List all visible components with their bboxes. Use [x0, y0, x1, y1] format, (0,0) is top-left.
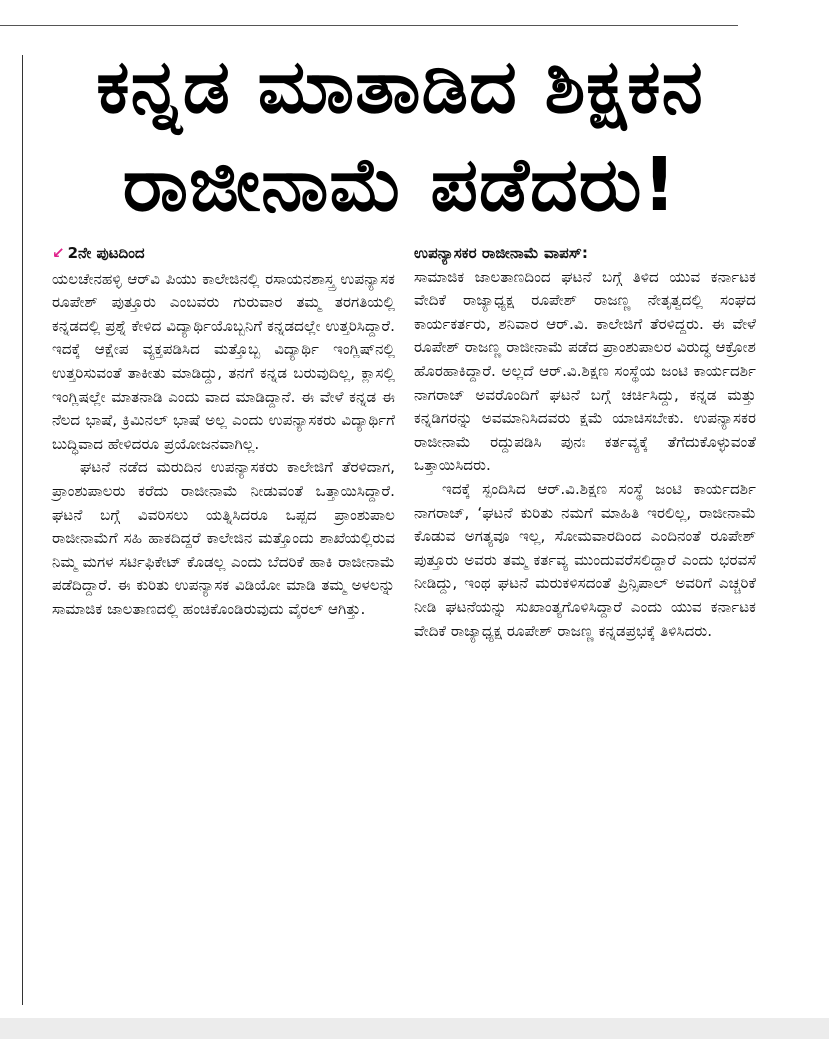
arrow-icon: ↙: [52, 244, 65, 262]
left-column: [52, 242, 395, 622]
left-paragraph-2: ಘಟನೆ ನಡೆದ ಮರುದಿನ ಉಪನ್ಯಾಸಕರು ಕಾಲೇಜಿಗೆ ತೆರಳಿದಾಗ, ಪ್ರಾಂಶುಪಾಲರು ಕರೆದು ರಾಜೀನಾಮೆ ನೀಡುವಂತೆ ಒತ್ತಾಯಿಸಿದ್ದಾರೆ. ಘಟನೆ ಬಗ್ಗೆ ವಿವರಿಸಲು ಯತ್ನಿಸಿದರೂ ಒಪ್ಪದ ಪ್ರಾಂಶುಪಾಲ ರಾಜೀನಾಮೆಗೆ ಸಹಿ ಹಾಕದಿದ್ದರೆ ಕಾಲೇಜಿನ ಮತ್ತೊಂದು ಶಾಖೆಯಲ್ಲಿರುವ ನಿಮ್ಮ ಮಗಳ ಸರ್ಟಿಫಿಕೇಟ್ ಕೊಡಲ್ಲ ಎಂದು ಬೆದರಿಕೆ ಹಾಕಿ ರಾಜೀನಾಮೆ ಪಡೆದಿದ್ದಾರೆ. ಈ ಕುರಿತು ಉಪನ್ಯಾಸಕ ವಿಡಿಯೋ ಮಾಡಿ ತಮ್ಮ ಅಳಲನ್ನು ಸಾಮಾಜಿಕ ಜಾಲತಾಣದಲ್ಲಿ ಹಂಚಿಕೊಂಡಿರುವುದು ವೈರಲ್ ಆಗಿತ್ತು.: [52, 458, 395, 618]
right-paragraph-2: ಇದಕ್ಕೆ ಸ್ಪಂದಿಸಿದ ಆರ್.ವಿ.ಶಿಕ್ಷಣ ಸಂಸ್ಥೆ ಜಂಟಿ ಕಾರ್ಯದರ್ಶಿ ನಾಗರಾಜ್, ‘ಘಟನೆ ಕುರಿತು ನಮಗೆ ಮಾಹಿತಿ ಇರಲಿಲ್ಲ, ರಾಜೀನಾಮೆ ಕೊಡುವ ಅಗತ್ಯವೂ ಇಲ್ಲ, ಸೋಮವಾರದಿಂದ ಎಂದಿನಂತೆ ರೂಪೇಶ್ ಪುತ್ತೂರು ಅವರು ತಮ್ಮ ಕರ್ತವ್ಯ ಮುಂದುವರೆಸಲಿದ್ದಾರೆ ಎಂದು ಭರವಸೆ ನೀಡಿದ್ದು, ಇಂಥ ಘಟನೆ ಮರುಕಳಿಸದಂತೆ ಪ್ರಿನ್ಸಿಪಾಲ್ ಅವರಿಗೆ ಎಚ್ಚರಿಕೆ ನೀಡಿ ಘಟನೆಯನ್ನು ಸುಖಾಂತ್ಯಗೊಳಿಸಿದ್ದಾರೆ ಎಂದು ಯುವ ಕರ್ನಾಟಕ ವೇದಿಕೆ ರಾಜ್ಯಾಧ್ಯಕ್ಷ ರೂಪೇಶ್ ರಾಜಣ್ಣ ಕನ್ನಡಪ್ರಭಕ್ಕೆ ತಿಳಿಸಿದರು.: [414, 479, 756, 640]
right-subheading: ಉಪನ್ಯಾಸಕರ ರಾಜೀನಾಮೆ ವಾಪಸ್:: [414, 244, 588, 262]
headline-line-1: ಕನ್ನಡ ಮಾತಾಡಿದ ಶಿಕ್ಷಕನ: [96, 44, 704, 130]
right-column: [414, 242, 756, 643]
top-divider: [0, 25, 738, 26]
continued-from-label: [52, 242, 395, 266]
jump-label: 2ನೇ ಪುಟದಿಂದ: [67, 244, 145, 262]
right-paragraph-1: ಸಾಮಾಜಿಕ ಜಾಲತಾಣದಿಂದ ಘಟನೆ ಬಗ್ಗೆ ತಿಳಿದ ಯುವ ಕರ್ನಾಟಕ ವೇದಿಕೆ ರಾಜ್ಯಾಧ್ಯಕ್ಷ ರೂಪೇಶ್ ರಾಜಣ್ಣ ನೇತೃತ್ವದಲ್ಲಿ ಸಂಘದ ಕಾರ್ಯಕರ್ತರು, ಶನಿವಾರ ಆರ್.ವಿ. ಕಾಲೇಜಿಗೆ ತೆರಳಿದ್ದರು. ಈ ವೇಳೆ ರೂಪೇಶ್ ರಾಜಣ್ಣ ರಾಜೀನಾಮೆ ಪಡೆದ ಪ್ರಾಂಶುಪಾಲರ ವಿರುದ್ಧ ಆಕ್ರೋಶ ಹೊರಹಾಕಿದ್ದಾರೆ. ಅಲ್ಲದೆ ಆರ್.ವಿ.ಶಿಕ್ಷಣ ಸಂಸ್ಥೆಯ ಜಂಟಿ ಕಾರ್ಯದರ್ಶಿ ನಾಗರಾಜ್ ಅವರೊಂದಿಗೆ ಘಟನೆ ಬಗ್ಗೆ ಚರ್ಚಿಸಿದ್ದು, ಕನ್ನಡ ಮತ್ತು ಕನ್ನಡಿಗರನ್ನು ಅವಮಾನಿಸಿದವರು ಕ್ಷಮೆ ಯಾಚಿಸಬೇಕು. ಉಪನ್ಯಾಸಕರ ರಾಜೀನಾಮೆ ರದ್ದುಪಡಿಸಿ ಪುನಃ ಕರ್ತವ್ಯಕ್ಕೆ ತೆಗೆದುಕೊಳ್ಳುವಂತೆ ಒತ್ತಾಯಿಸಿದರು.: [414, 267, 756, 475]
headline-line-2: ರಾಜೀನಾಮೆ ಪಡೆದರು!: [122, 142, 678, 228]
left-paragraph-1: ಯಲಚೇನಹಳ್ಳಿ ಆರ್‌ವಿ ಪಿಯು ಕಾಲೇಜಿನಲ್ಲಿ ರಸಾಯನಶಾಸ್ತ್ರ ಉಪನ್ಯಾಸಕ ರೂಪೇಶ್ ಪುತ್ತೂರು ಎಂಬವರು ಗುರುವಾರ ತಮ್ಮ ತರಗತಿಯಲ್ಲಿ ಕನ್ನಡದಲ್ಲಿ ಪ್ರಶ್ನೆ ಕೇಳಿದ ವಿದ್ಯಾರ್ಥಿಯೊಬ್ಬನಿಗೆ ಕನ್ನಡದಲ್ಲೇ ಉತ್ತರಿಸಿದ್ದಾರೆ. ಇದಕ್ಕೆ ಆಕ್ಷೇಪ ವ್ಯಕ್ತಪಡಿಸಿದ ಮತ್ತೊಬ್ಬ ವಿದ್ಯಾರ್ಥಿ ಇಂಗ್ಲಿಷ್‌ನಲ್ಲಿ ಉತ್ತರಿಸುವಂತೆ ತಾಕೀತು ಮಾಡಿದ್ದು, ತನಗೆ ಕನ್ನಡ ಬರುವುದಿಲ್ಲ, ಕ್ಲಾಸಲ್ಲಿ ಇಂಗ್ಲಿಷಲ್ಲೇ ಮಾತನಾಡಿ ಎಂದು ವಾದ ಮಾಡಿದ್ದಾನೆ. ಈ ವೇಳೆ ಕನ್ನಡ ಈ ನೆಲದ ಭಾಷೆ, ಕ್ರಿಮಿನಲ್ ಭಾಷೆ ಅಲ್ಲ ಎಂದು ಉಪನ್ಯಾಸಕರು ವಿದ್ಯಾರ್ಥಿಗೆ ಬುದ್ಧಿವಾದ ಹೇಳಿದರೂ ಪ್ರಯೋಜನವಾಗಿಲ್ಲ.: [52, 269, 395, 453]
headline: [40, 38, 760, 234]
left-divider: [22, 55, 23, 1005]
